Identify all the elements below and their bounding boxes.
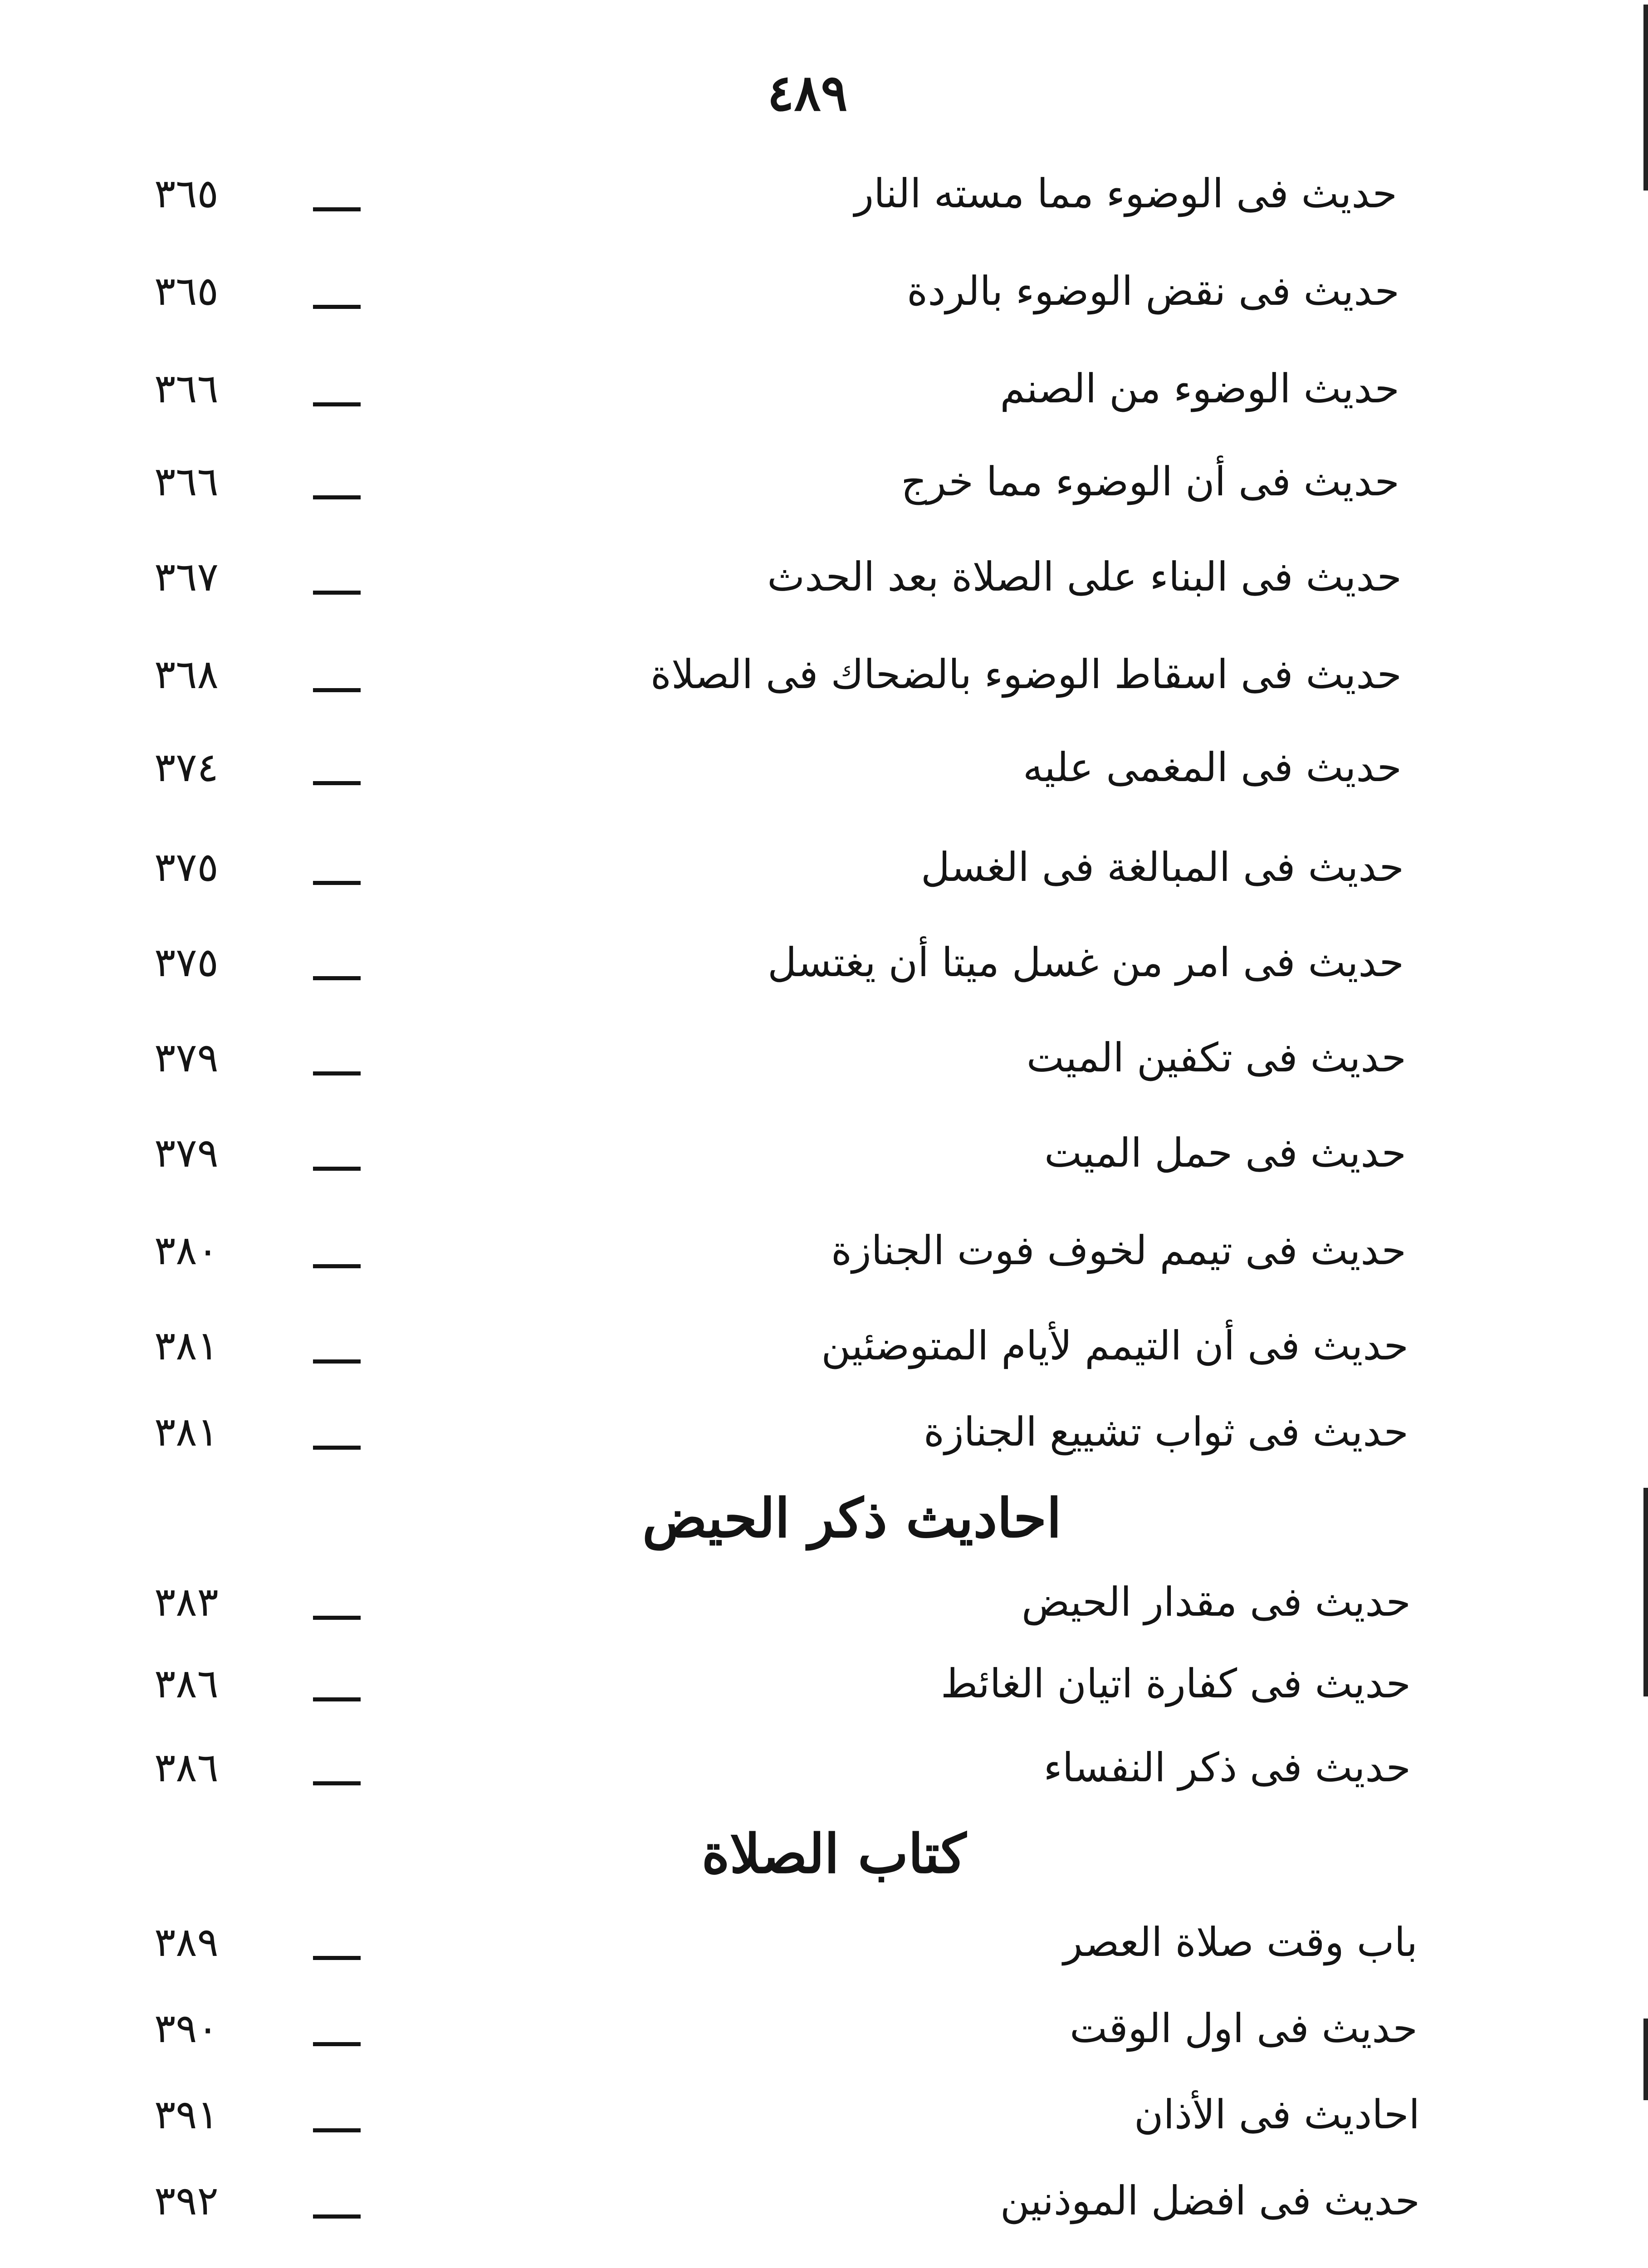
entry-page: ٣٧٤ bbox=[154, 744, 219, 791]
toc-entry bbox=[0, 454, 1399, 513]
toc-entry bbox=[0, 2173, 1420, 2232]
entry-page: ٣٦٦ bbox=[154, 365, 219, 412]
entry-title: حديث فى أن التيمم لأيام المتوضئين bbox=[821, 1322, 1408, 1369]
toc-entry bbox=[0, 934, 1404, 993]
leader-dash bbox=[313, 207, 361, 211]
leader-dash bbox=[313, 1264, 361, 1268]
toc-entry bbox=[0, 2000, 1418, 2059]
scan-edge-mark bbox=[1643, 1488, 1648, 1696]
entry-title: حديث فى البناء على الصلاة بعد الحدث bbox=[767, 553, 1402, 600]
leader-dash bbox=[313, 305, 361, 309]
entry-page: ٣٩٠ bbox=[154, 2005, 219, 2052]
entry-page: ٣٨١ bbox=[154, 1408, 219, 1455]
leader-dash bbox=[313, 1359, 361, 1364]
toc-entry bbox=[0, 1404, 1408, 1463]
entry-title: حديث فى اسقاط الوضوء بالضحاك فى الصلاة bbox=[650, 651, 1402, 698]
entry-title: حديث فى افضل الموذنين bbox=[1000, 2177, 1420, 2224]
toc-entry bbox=[0, 2087, 1420, 2146]
entry-page: ٣٧٩ bbox=[154, 1129, 219, 1176]
toc-entry bbox=[0, 549, 1402, 608]
entry-title: حديث فى تيمم لخوف فوت الجنازة bbox=[831, 1227, 1406, 1274]
entry-page: ٣٨٩ bbox=[154, 1919, 219, 1965]
entry-title: باب وقت صلاة العصر bbox=[1063, 1919, 1418, 1965]
entry-title: حديث فى كفارة اتيان الغائط bbox=[940, 1660, 1411, 1707]
toc-entry bbox=[0, 1740, 1411, 1799]
leader-dash bbox=[313, 1697, 361, 1701]
toc-entry bbox=[0, 1914, 1418, 1973]
entry-page: ٣٦٥ bbox=[154, 268, 219, 314]
entry-title: حديث فى نقض الوضوء بالردة bbox=[907, 268, 1399, 314]
entry-page: ٣٨٣ bbox=[154, 1579, 219, 1625]
entry-title: حديث فى اول الوقت bbox=[1070, 2005, 1418, 2052]
leader-dash bbox=[313, 2128, 361, 2132]
entry-title: حديث فى المبالغة فى الغسل bbox=[920, 844, 1404, 890]
toc-entry bbox=[0, 1222, 1406, 1281]
toc-entry bbox=[0, 166, 1397, 225]
leader-dash bbox=[313, 688, 361, 692]
entry-page: ٣٨٠ bbox=[154, 1227, 219, 1274]
section-heading bbox=[0, 1483, 1061, 1556]
section-heading-text: كتاب الصلاة bbox=[701, 1822, 966, 1885]
leader-dash bbox=[313, 1167, 361, 1171]
entry-title: حديث فى ثواب تشييع الجنازة bbox=[923, 1408, 1408, 1455]
toc-entry bbox=[0, 739, 1402, 798]
entry-title: حديث فى تكفين الميت bbox=[1026, 1034, 1406, 1081]
entry-title: حديث فى أن الوضوء مما خرج bbox=[901, 458, 1399, 505]
scan-edge-mark bbox=[1643, 2019, 1648, 2100]
entry-page: ٣٦٦ bbox=[154, 458, 219, 505]
toc-entry bbox=[0, 1030, 1406, 1089]
entry-title: حديث فى ذكر النفساء bbox=[1043, 1744, 1411, 1791]
page-number: ٤٨٩ bbox=[767, 64, 848, 122]
leader-dash bbox=[313, 976, 361, 980]
toc-entry bbox=[0, 839, 1404, 898]
leader-dash bbox=[313, 1446, 361, 1450]
scan-edge-mark bbox=[1643, 5, 1648, 191]
leader-dash bbox=[313, 402, 361, 406]
leader-dash bbox=[313, 2214, 361, 2219]
leader-dash bbox=[313, 2042, 361, 2046]
section-heading bbox=[0, 1819, 966, 1892]
entry-page: ٣٧٩ bbox=[154, 1034, 219, 1081]
leader-dash bbox=[313, 1071, 361, 1075]
toc-entry bbox=[0, 361, 1399, 420]
toc-entry bbox=[0, 646, 1402, 705]
leader-dash bbox=[313, 1956, 361, 1960]
leader-dash bbox=[313, 881, 361, 885]
toc-entry bbox=[0, 1125, 1406, 1184]
leader-dash bbox=[313, 1616, 361, 1620]
leader-dash bbox=[313, 1781, 361, 1785]
toc-entry bbox=[0, 1574, 1411, 1633]
entry-page: ٣٨٦ bbox=[154, 1660, 219, 1707]
toc-entry bbox=[0, 263, 1399, 322]
entry-page: ٣٦٥ bbox=[154, 170, 219, 217]
entry-title: حديث فى المغمى عليه bbox=[1022, 744, 1402, 791]
leader-dash bbox=[313, 495, 361, 499]
entry-page: ٣٨٦ bbox=[154, 1744, 219, 1791]
entry-page: ٣٩١ bbox=[154, 2091, 219, 2138]
entry-title: حديث فى مقدار الحيض bbox=[1021, 1579, 1411, 1625]
section-heading-text: احاديث ذكر الحيض bbox=[642, 1486, 1061, 1549]
entry-page: ٣٩٢ bbox=[154, 2177, 219, 2224]
toc-entry bbox=[0, 1318, 1408, 1377]
entry-title: حديث فى حمل الميت bbox=[1044, 1129, 1406, 1176]
entry-title: حديث فى الوضوء مما مسته النار bbox=[854, 170, 1397, 217]
toc-entry bbox=[0, 1656, 1411, 1715]
entry-title: احاديث فى الأذان bbox=[1134, 2091, 1420, 2138]
entry-page: ٣٧٥ bbox=[154, 844, 219, 890]
entry-page: ٣٦٧ bbox=[154, 553, 219, 600]
leader-dash bbox=[313, 781, 361, 785]
entry-title: حديث فى امر من غسل ميتا أن يغتسل bbox=[768, 939, 1404, 986]
entry-title: حديث الوضوء من الصنم bbox=[1000, 365, 1399, 412]
entry-page: ٣٨١ bbox=[154, 1322, 219, 1369]
entry-page: ٣٦٨ bbox=[154, 651, 219, 698]
entry-page: ٣٧٥ bbox=[154, 939, 219, 986]
leader-dash bbox=[313, 591, 361, 595]
